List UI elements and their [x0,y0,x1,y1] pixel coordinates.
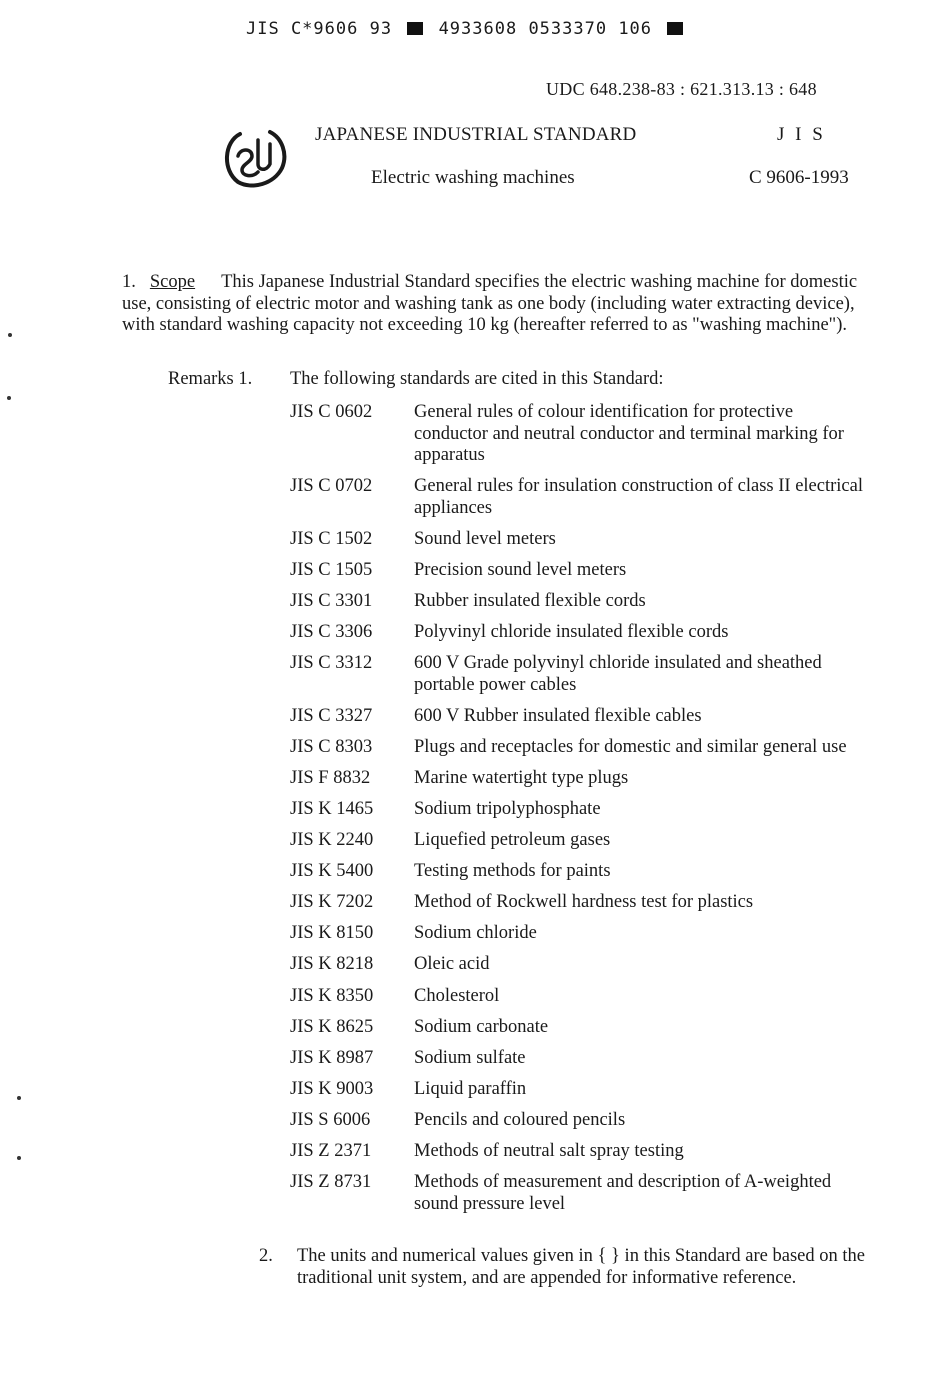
jis-logo-icon [218,120,290,192]
header-code-mid: 4933608 0533370 106 [438,19,653,39]
remark-number: 2. [259,1246,273,1266]
list-item [290,954,865,976]
ref-title: Sodium chloride [414,923,537,944]
ref-code: JIS K 7202 [290,892,374,913]
list-item [290,1141,865,1163]
standard-title: JAPANESE INDUSTRIAL STANDARD [315,124,637,145]
list-item [290,799,865,821]
ref-code: JIS K 8625 [290,1016,374,1037]
remark-item-2 [259,1246,869,1289]
standard-number: C 9606-1993 [749,167,849,188]
header-code-left: JIS C*9606 93 [246,19,393,39]
document-header-code [246,19,687,39]
ref-title: Sodium carbonate [414,1016,549,1037]
ref-code: JIS C 3312 [290,653,373,674]
scope-text: This Japanese Industrial Standard specifies the electric washing machine for domestic use, consisting of electric motor and washing tank as one body (including water extracting device), with standard washing capacity not exceeding 10 kg (hereafter referred to as "washing machine"). [122,272,858,335]
scan-speck [17,1156,21,1160]
ref-code: JIS K 8987 [290,1047,374,1068]
list-item [290,529,865,551]
ref-code: JIS F 8832 [290,767,371,788]
ref-code: JIS C 3306 [290,621,373,642]
ref-code: JIS K 1465 [290,798,374,819]
ref-title: Sodium sulfate [414,1047,526,1068]
list-item [290,1017,865,1039]
ref-title: Methods of measurement and description of A-weighted sound pressure level [414,1172,832,1214]
ref-code: JIS K 8218 [290,954,374,975]
ref-title: General rules for insulation construction of class II electrical appliances [414,476,863,518]
ref-code: JIS C 1505 [290,559,373,580]
cited-standards-list [290,402,865,1225]
ref-code: JIS K 2240 [290,830,374,851]
ref-code: JIS Z 2371 [290,1140,372,1161]
ref-title: Plugs and receptacles for domestic and similar general use [414,736,847,757]
scope-section [122,272,862,337]
ref-code: JIS C 0602 [290,402,373,422]
list-item [290,476,865,519]
list-item [290,402,865,467]
ref-title: Sodium tripolyphosphate [414,798,601,819]
remarks-label: Remarks 1. [168,369,253,389]
list-item [290,1048,865,1070]
ref-code: JIS C 1502 [290,528,373,549]
ref-title: Pencils and coloured pencils [414,1109,626,1130]
list-item [290,1172,865,1215]
scan-speck [17,1096,21,1100]
ref-title: Rubber insulated flexible cords [414,590,646,611]
ref-code: JIS C 3327 [290,705,373,726]
ref-title: 600 V Rubber insulated flexible cables [414,705,702,726]
list-item [290,737,865,759]
list-item [290,923,865,945]
list-item [290,768,865,790]
ref-title: Sound level meters [414,528,556,549]
ref-title: Liquefied petroleum gases [414,830,611,851]
ref-code: JIS Z 8731 [290,1172,372,1193]
ref-title: Liquid paraffin [414,1078,527,1099]
section-heading: Scope [149,272,196,292]
ref-title: General rules of colour identification for protective conductor and neutral conductor and terminal marking for apparatus [414,402,844,465]
list-item [290,622,865,644]
list-item [290,986,865,1008]
list-item [290,1079,865,1101]
ref-title: 600 V Grade polyvinyl chloride insulated and sheathed portable power cables [414,653,822,695]
scan-speck [7,396,11,400]
jis-label: J I S [777,124,826,145]
ref-code: JIS K 9003 [290,1078,374,1099]
ref-title: Polyvinyl chloride insulated flexible cords [414,621,729,642]
ref-code: JIS C 8303 [290,736,373,757]
ref-title: Methods of neutral salt spray testing [414,1140,684,1161]
ref-code: JIS K 5400 [290,861,374,882]
ref-code: JIS K 8150 [290,923,374,944]
list-item [290,560,865,582]
ref-title: Marine watertight type plugs [414,767,629,788]
remarks-intro: The following standards are cited in this Standard: [290,369,664,389]
ref-title: Cholesterol [414,985,500,1006]
section-number: 1. [122,272,136,292]
ref-title: Testing methods for paints [414,861,611,882]
ref-code: JIS C 0702 [290,476,373,497]
block-mark [667,22,683,35]
scan-speck [8,333,12,337]
ref-title: Method of Rockwell hardness test for plastics [414,892,754,913]
list-item [290,892,865,914]
list-item [290,861,865,883]
remark-text: The units and numerical values given in { } in this Standard are based on the traditional unit system, and are appended for informative reference. [297,1246,865,1288]
udc-classification: UDC 648.238-83 : 621.313.13 : 648 [546,79,817,99]
ref-code: JIS C 3301 [290,590,373,611]
ref-title: Precision sound level meters [414,559,627,580]
document-subject: Electric washing machines [371,167,575,188]
list-item [290,1110,865,1132]
list-item [290,591,865,613]
list-item [290,706,865,728]
ref-title: Oleic acid [414,954,490,975]
list-item [290,830,865,852]
list-item [290,653,865,696]
block-mark [407,22,423,35]
ref-code: JIS K 8350 [290,985,374,1006]
ref-code: JIS S 6006 [290,1109,371,1130]
